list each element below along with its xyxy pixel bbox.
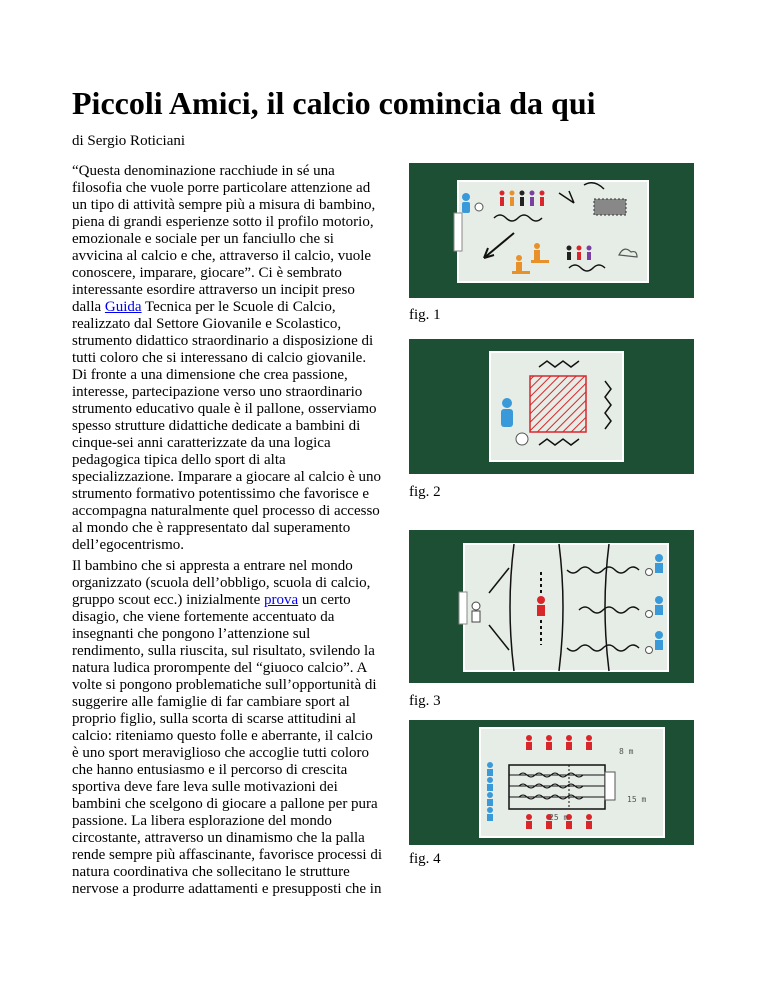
goal: [605, 772, 615, 800]
p2-line: rendimento, sulla riuscita, sul risultato, svilendo la: [72, 643, 375, 659]
figure-2: [409, 339, 694, 474]
figure-2-caption: fig. 2: [409, 484, 441, 500]
p2-line: natura ludica prorompente del “giuoco calcio”. A: [72, 660, 368, 676]
p1-line: strumento educativo quale è il pallone, osserviamo: [72, 401, 377, 417]
p1-line: strumento formativo potentissimo che favorisce e: [72, 486, 370, 502]
goal: [454, 213, 462, 251]
p2-line: rende sempre più affascinante, favorisce processi di: [72, 847, 383, 863]
p1-line: accompagna naturalmente quel processo di accesso: [72, 503, 380, 519]
paragraph-2: [72, 558, 382, 898]
p2-line: insegnanti che pongono l’attenzione sul: [72, 626, 311, 642]
p2-line: organizzato (scuola dell’obbligo, scuola di calcio,: [72, 575, 371, 591]
figure-4-caption: fig. 4: [409, 851, 441, 867]
p1-line: al mondo che è rappresentato dal superamento: [72, 520, 351, 536]
p2-line: bambini che scelgono di giocare a pallone per pura: [72, 796, 378, 812]
p2-line: Il bambino che si appresta a entrare nel mondo: [72, 558, 353, 574]
p2-line: gruppo scout ecc.) inizialmente: [72, 592, 265, 608]
label-25m: 25 m: [549, 813, 569, 822]
p2-line: è uno sport meraviglioso che accoglie tutti coloro: [72, 745, 369, 761]
label-15m: 15 m: [627, 795, 647, 804]
box: [594, 199, 626, 215]
figure-3-caption: fig. 3: [409, 693, 441, 709]
p1-line: dalla: [72, 299, 105, 315]
p1-line: “Questa denominazione racchiude in sé una: [72, 163, 335, 179]
p2-line: un certo: [298, 592, 351, 608]
p1-line: pedagogica tipica dello sport di alta: [72, 452, 286, 468]
figure-1-caption: fig. 1: [409, 307, 441, 323]
player-blue: [462, 202, 470, 213]
pitch: [458, 181, 648, 282]
p2-line: disagio, che viene fortemente accentuato da: [72, 609, 335, 625]
hatched-area: [530, 376, 586, 432]
figure-1-diagram: [409, 163, 694, 298]
goal: [459, 592, 467, 624]
p1-line: filosofia che vuole porre particolare attenzione ad: [72, 180, 371, 196]
ball: [516, 433, 528, 445]
p2-line: circostante, attraverso un dinamismo che la palla: [72, 830, 365, 846]
p1-line: Di fronte a una dimensione che crea passione,: [72, 367, 348, 383]
player-white: [472, 602, 480, 610]
figure-3: [409, 530, 694, 683]
player-red: [537, 596, 545, 604]
p1-line: realizzato dal Settore Giovanile e Scolastico,: [72, 316, 342, 332]
p1-line: conoscere, imparare, giocare”. Ci è sembrato: [72, 265, 342, 281]
player-blue: [502, 398, 512, 408]
label-8m: 8 m: [619, 747, 634, 756]
ball: [475, 203, 483, 211]
p1-line: tutti coloro che si interessano di calcio giovanile.: [72, 350, 367, 366]
pitch: [464, 544, 668, 671]
figure-4: [409, 720, 694, 845]
p1-line: Tecnica per le Scuole di Calcio,: [141, 299, 336, 315]
figure-3-diagram: [409, 530, 694, 683]
p1-line: cinque-sei anni caratterizzate da una logica: [72, 435, 331, 451]
p1-line: specializzazione. Imparare a giocare al calcio è uno: [72, 469, 381, 485]
figure-1: [409, 163, 694, 298]
p2-line: nervose a produrre adattamenti e presupposti che in: [72, 881, 382, 897]
p2-line: proprio figlio, sulla scorta di scarse attitudini al: [72, 711, 357, 727]
p1-line: interesse, partecipazione verso uno straordinario: [72, 384, 363, 400]
p1-line: avvicina al calcio e che, attraverso il calcio, vuole: [72, 248, 372, 264]
p2-line: passione. La libera esplorazione del mondo: [72, 813, 332, 829]
byline: di Sergio Roticiani: [72, 133, 186, 149]
p1-line: piena di grandi esperienze sotto il profilo motorio,: [72, 214, 374, 230]
p1-line: spesso strutture didattiche dedicate a bambini di: [72, 418, 361, 434]
p1-line: strumento didattico straordinario a disposizione di: [72, 333, 374, 349]
page-title: Piccoli Amici, il calcio comincia da qui: [72, 85, 596, 121]
player-blue: [462, 193, 470, 201]
players-group-2: [567, 246, 592, 261]
p2-line: suggerire alle famiglie di far cambiare sport al: [72, 694, 350, 710]
figure-4-diagram: [409, 720, 694, 845]
figure-2-diagram: [409, 339, 694, 474]
p2-line: sportiva deve fare leva sulle motivazioni dei: [72, 779, 338, 795]
p1-line: un tipo di attività sempre più a misura di bambino,: [72, 197, 376, 213]
p2-line: volte si pongono problematiche sull’opportunità di: [72, 677, 377, 693]
prova-link[interactable]: prova: [264, 592, 299, 608]
player-blue: [501, 409, 513, 427]
guida-link[interactable]: Guida: [104, 299, 142, 315]
p2-line: che hanno entusiasmo e il percorso di crescita: [72, 762, 348, 778]
paragraph-1: [72, 163, 381, 554]
p1-line: emozionale e sociale per un fanciullo che si: [72, 231, 334, 247]
p2-line: natura coordinativa che sollecitano le strutture: [72, 864, 350, 880]
p1-line: interessante esordire attraverso un incipit preso: [72, 282, 355, 298]
p2-line: calcio: riteniamo questo folle e aberrante, il calcio: [72, 728, 373, 744]
p1-line: dell’egocentrismo.: [72, 537, 185, 553]
